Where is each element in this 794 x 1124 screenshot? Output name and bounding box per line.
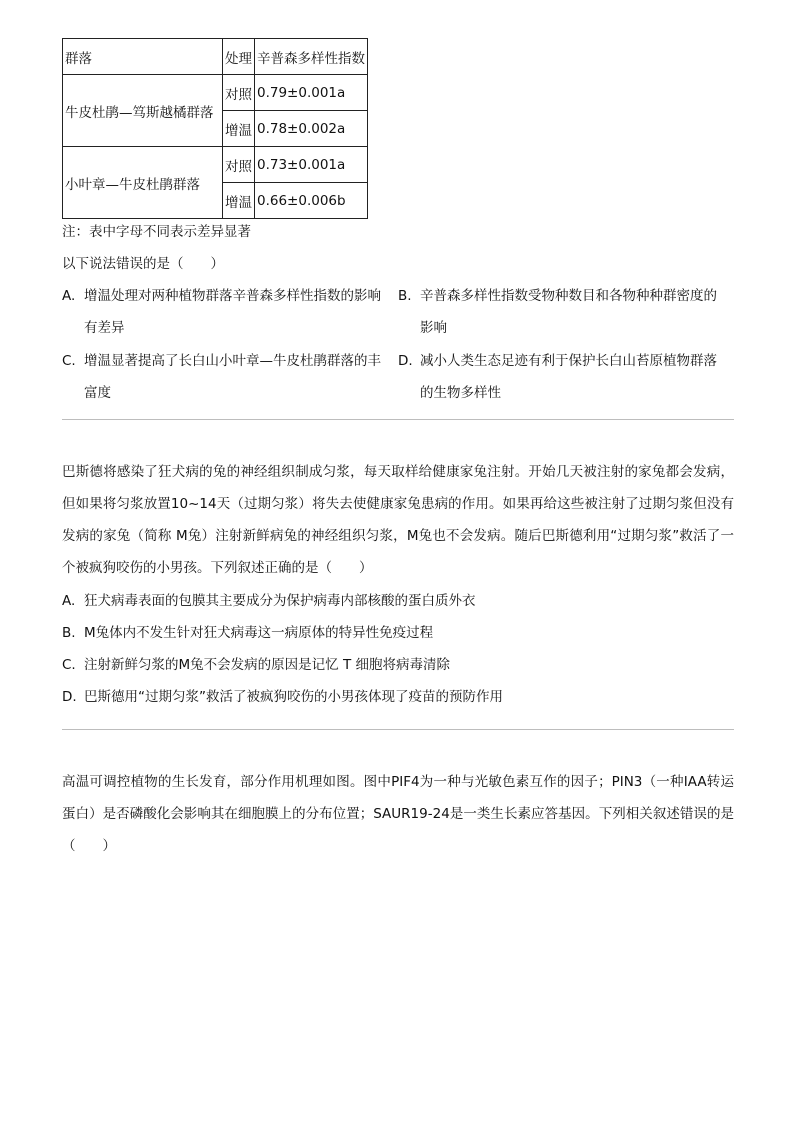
question-3-stem: 高温可调控植物的生长发育，部分作用机理如图。图中PIF4为一种与光敏色素互作的因子；PIN3（一种IAA转运蛋白）是否磷酸化会影响其在细胞膜上的分布位置；SAUR19-24是一类生长素应答基因。下列相关叙述错误的是（ ）: [62, 774, 734, 854]
treatment-cell: 增温: [223, 183, 255, 219]
option-label: A.: [62, 593, 76, 609]
q1-option-a[interactable]: [62, 280, 384, 344]
header-index: 辛普森多样性指数: [255, 39, 368, 75]
option-text: 增温显著提高了长白山小叶章—牛皮杜鹃群落的丰富度: [84, 353, 381, 401]
table-row: [63, 147, 368, 183]
q1-option-b[interactable]: [398, 280, 724, 344]
q2-option-d[interactable]: [62, 681, 503, 713]
option-text: 注射新鲜匀浆的M兔不会发病的原因是记忆 T 细胞将病毒清除: [84, 657, 450, 673]
divider: [62, 729, 734, 730]
option-label: B.: [62, 625, 76, 641]
option-label: C.: [62, 353, 76, 369]
option-label: B.: [398, 288, 412, 304]
header-community: 群落: [63, 39, 223, 75]
diversity-table: [62, 38, 368, 219]
option-label: D.: [62, 689, 77, 705]
option-label: C.: [62, 657, 76, 673]
q2-option-a[interactable]: [62, 585, 476, 617]
option-text: 狂犬病毒表面的包膜其主要成分为保护病毒内部核酸的蛋白质外衣: [84, 593, 476, 609]
option-label: A.: [62, 288, 76, 304]
header-treatment: 处理: [223, 39, 255, 75]
community-cell: 牛皮杜鹃—笃斯越橘群落: [63, 75, 223, 147]
community-cell: 小叶章—牛皮杜鹃群落: [63, 147, 223, 219]
question-2-stem: 巴斯德将感染了狂犬病的兔的神经组织制成匀浆，每天取样给健康家兔注射。开始几天被注射的家兔都会发病，但如果将匀浆放置10~14天（过期匀浆）将失去使健康家兔患病的作用。如果再给这些被注射了过期匀浆但没有发病的家兔（简称 M兔）注射新鲜病兔的神经组织匀浆，M兔也不会发病。随后巴斯德利用“过期匀浆”救活了一个被疯狗咬伤的小男孩。下列叙述正确的是（ ）: [62, 464, 734, 576]
treatment-cell: 增温: [223, 111, 255, 147]
q2-option-b[interactable]: [62, 617, 433, 649]
option-text: 减小人类生态足迹有利于保护长白山苔原植物群落的生物多样性: [420, 353, 717, 401]
index-cell: 0.66±0.006b: [255, 183, 368, 219]
option-text: 巴斯德用“过期匀浆”救活了被疯狗咬伤的小男孩体现了疫苗的预防作用: [84, 689, 503, 705]
treatment-cell: 对照: [223, 75, 255, 111]
option-text: 增温处理对两种植物群落辛普森多样性指数的影响有差异: [84, 288, 381, 336]
q1-option-c[interactable]: [62, 345, 384, 409]
q1-option-d[interactable]: [398, 345, 724, 409]
option-label: D.: [398, 353, 413, 369]
table-row: [63, 75, 368, 111]
treatment-cell: 对照: [223, 147, 255, 183]
index-cell: 0.79±0.001a: [255, 75, 368, 111]
table-header-row: [63, 39, 368, 75]
option-text: M兔体内不发生针对狂犬病毒这一病原体的特异性免疫过程: [84, 625, 434, 641]
q2-option-c[interactable]: [62, 649, 450, 681]
question-1-stem: 以下说法错误的是（ ）: [62, 256, 224, 272]
index-cell: 0.73±0.001a: [255, 147, 368, 183]
divider: [62, 419, 734, 420]
index-cell: 0.78±0.002a: [255, 111, 368, 147]
table-note: 注：表中字母不同表示差异显著: [62, 224, 251, 240]
option-text: 辛普森多样性指数受物种数目和各物种种群密度的影响: [420, 288, 717, 336]
